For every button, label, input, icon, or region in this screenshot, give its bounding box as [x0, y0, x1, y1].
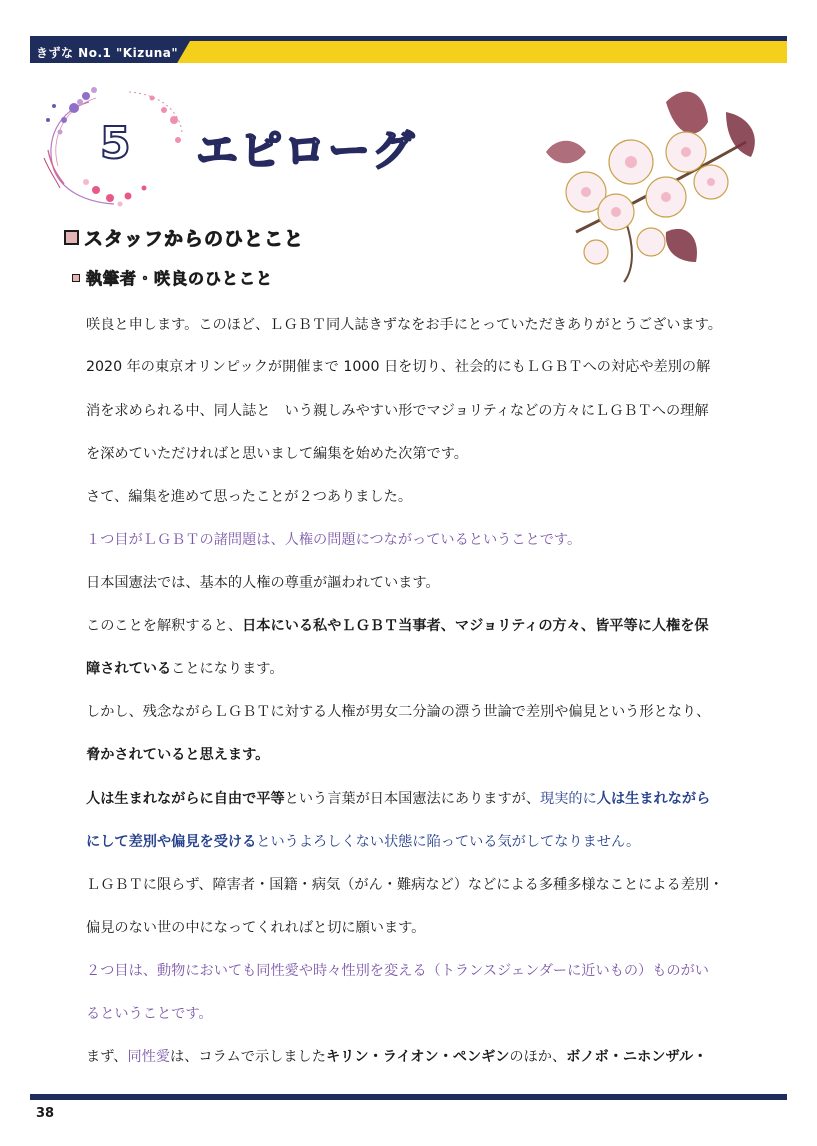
blue-bold-text: 人は生まれながら [596, 791, 711, 807]
bold-text: 障されている [86, 661, 172, 677]
body-line: を深めていただければと思いまして編集を始めた次第です。 [86, 446, 468, 462]
bold-text: ボノボ・ニホンザル・ [566, 1049, 708, 1065]
section-bullet [64, 230, 79, 245]
body-text: まず、 [86, 1049, 128, 1065]
body-line [86, 788, 776, 808]
subsection-heading [72, 266, 273, 289]
body-line: 脅かされていると思えます。 [86, 747, 270, 763]
sakura-branch-icon [536, 82, 768, 292]
bold-text: 人は生まれながらに自由で平等 [86, 791, 285, 807]
body-line [86, 1046, 776, 1066]
bold-text: 日本にいる私やＬＧＢＴ当事者、マジョリティの方々、皆平等に人権を保 [242, 618, 709, 634]
blue-text: というよろしくない状態に陥っている気がしてなりません。 [256, 834, 641, 850]
blue-text: 現実的に [540, 791, 597, 807]
page-number: 38 [36, 1106, 55, 1121]
body-line: 咲良と申します。このほど、ＬＧＢＴ同人誌きずなをお手にとっていただきありがとうございます。 [86, 317, 722, 333]
header-title: きずな No.1 "Kizuna" [36, 46, 179, 60]
purple-text: 同性愛 [127, 1049, 171, 1065]
body-text: という言葉が日本国憲法にありますが、 [284, 791, 541, 807]
subsection-bullet [72, 274, 80, 282]
body-line: 消を求められる中、同人誌と いう親しみやすい形でマジョリティなどの方々にＬＧＢＴへの理解 [86, 403, 709, 419]
bold-text: キリン・ライオン・ペンギン [325, 1049, 510, 1065]
body-line: 日本国憲法では、基本的人権の尊重が謳われています。 [86, 575, 440, 591]
highlight-line: １つ目がＬＧＢＴの諸問題は、人権の問題につながっているということです。 [86, 532, 582, 548]
body-text: のほか、 [509, 1049, 567, 1065]
bottom-rule [30, 1094, 787, 1100]
body-line: 2020 年の東京オリンピックが開催まで 1000 日を切り、社会的にもＬＧＢＴへの対応や差別の解 [86, 359, 711, 375]
body-line [86, 615, 776, 635]
body-line: しかし、残念ながらＬＧＢＴに対する人権が男女二分論の漂う世論で差別や偏見という形となり、 [86, 704, 711, 720]
body-line [86, 658, 776, 678]
body-line: ＬＧＢＴに限らず、障害者・国籍・病気（がん・難病など）などによる多種多様なことによる差別・ [86, 877, 724, 893]
body-line: さて、編集を進めて思ったことが２つありました。 [86, 489, 413, 505]
highlight-line: るということです。 [86, 1006, 213, 1022]
body-text: ことになります。 [171, 661, 284, 677]
section-title: スタッフからのひとこと [84, 228, 305, 250]
body-text: は、コラムで示しました [170, 1049, 326, 1065]
blue-bold-text: にして差別や偏見を受ける [86, 834, 257, 850]
body-text: このことを解釈すると、 [86, 618, 243, 634]
body-line: 偏見のない世の中になってくれればと切に願います。 [86, 920, 426, 936]
chapter-number: 5 [100, 118, 131, 169]
subsection-title: 執筆者・咲良のひとこと [86, 269, 274, 288]
highlight-line: ２つ目は、動物においても同性愛や時々性別を変える（トランスジェンダーに近いもの）ものがい [86, 963, 709, 979]
chapter-title: エピローグ [196, 126, 417, 175]
body-line [86, 831, 776, 851]
section-heading [64, 224, 304, 251]
